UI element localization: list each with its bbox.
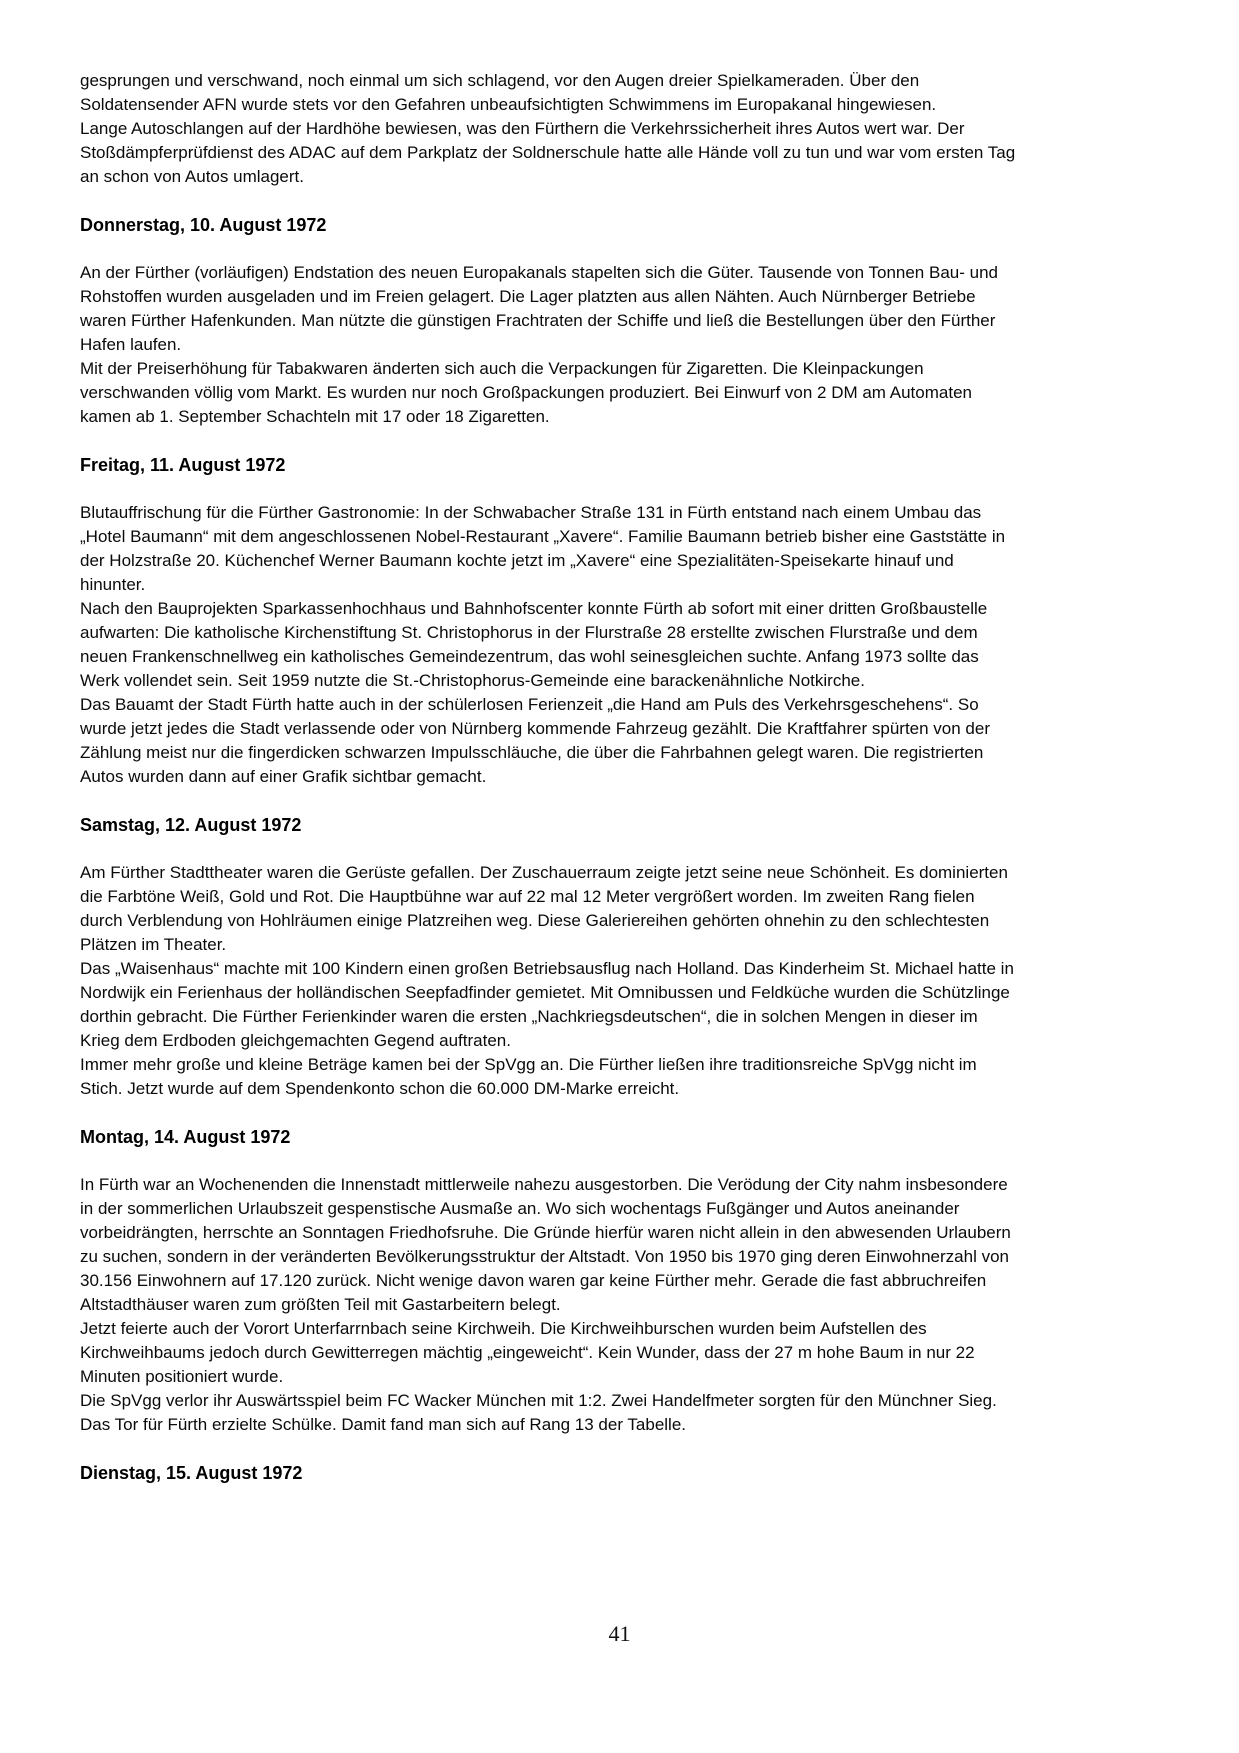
body-paragraph: Lange Autoschlangen auf der Hardhöhe bewiesen, was den Fürthern die Verkehrssicherheit ihres Autos wert war. Der Stoßdämpferprüfdienst des ADAC auf dem Parkplatz der Soldnerschule hatte alle Hände voll zu tun und war vom ersten Tag an schon von Autos umlagert. xyxy=(80,119,1016,186)
page-number: 41 xyxy=(608,1621,631,1646)
day-heading: Donnerstag, 10. August 1972 xyxy=(80,215,327,235)
body-paragraph: Mit der Preiserhöhung für Tabakwaren änderten sich auch die Verpackungen für Zigaretten. Die Kleinpackungen verschwanden völlig vom Markt. Es wurden nur noch Großpackungen produziert. Bei Einwurf von 2 DM am Automaten kamen ab 1. September Schachteln mit 17 oder 18 Zigaretten. xyxy=(80,359,972,426)
day-heading: Montag, 14. August 1972 xyxy=(80,1127,291,1147)
body-paragraph: Immer mehr große und kleine Beträge kamen bei der SpVgg an. Die Fürther ließen ihre traditionsreiche SpVgg nicht im Stich. Jetzt wurde auf dem Spendenkonto schon die 60.000 DM-Marke erreicht. xyxy=(80,1055,977,1098)
body-paragraph: Die SpVgg verlor ihr Auswärtsspiel beim FC Wacker München mit 1:2. Zwei Handelfmeter sorgten für den Münchner Sieg. Das Tor für Fürth erzielte Schülke. Damit fand man sich auf Rang 13 der Tabelle. xyxy=(80,1391,997,1434)
body-paragraph: Das Bauamt der Stadt Fürth hatte auch in der schülerlosen Ferienzeit „die Hand am Puls des Verkehrsgeschehens“. So wurde jetzt jedes die Stadt verlassende oder von Nürnberg kommende Fahrzeug gezählt. Die Kraftfahrer spürten von der Zählung meist nur die fingerdicken schwarzen Impulsschläuche, die über die Fahrbahnen gelegt waren. Die registrierten Autos wurden dann auf einer Grafik sichtbar gemacht. xyxy=(80,695,990,786)
text-column xyxy=(80,69,1020,1509)
body-paragraph: Jetzt feierte auch der Vorort Unterfarrnbach seine Kirchweih. Die Kirchweihburschen wurden beim Aufstellen des Kirchweihbaums jedoch durch Gewitterregen mächtig „eingeweicht“. Kein Wunder, dass der 27 m hohe Baum in nur 22 Minuten positioniert wurde. xyxy=(80,1319,975,1386)
day-heading: Dienstag, 15. August 1972 xyxy=(80,1463,303,1483)
day-heading: Freitag, 11. August 1972 xyxy=(80,455,286,475)
body-paragraph: An der Fürther (vorläufigen) Endstation des neuen Europakanals stapelten sich die Güter. Tausende von Tonnen Bau- und Rohstoffen wurden ausgeladen und im Freien gelagert. Die Lager platzten aus allen Nähten. Auch Nürnberger Betriebe waren Fürther Hafenkunden. Man nützte die günstigen Frachtraten der Schiffe und ließ die Bestellungen über den Fürther Hafen laufen. xyxy=(80,263,998,354)
body-paragraph: Das „Waisenhaus“ machte mit 100 Kindern einen großen Betriebsausflug nach Holland. Das Kinderheim St. Michael hatte in Nordwijk ein Ferienhaus der holländischen Seepfadfinder gemietet. Mit Omnibussen und Feldküche wurden die Schützlinge dorthin gebracht. Die Fürther Ferienkinder waren die ersten „Nachkriegsdeutschen“, die in solchen Mengen in dieser im Krieg dem Erdboden gleichgemachten Gegend auftraten. xyxy=(80,959,1014,1050)
day-section xyxy=(80,453,1020,789)
body-paragraph: Am Fürther Stadttheater waren die Gerüste gefallen. Der Zuschauerraum zeigte jetzt seine neue Schönheit. Es dominierten die Farbtöne Weiß, Gold und Rot. Die Hauptbühne war auf 22 mal 12 Meter vergrößert worden. Im zweiten Rang fielen durch Verblendung von Hohlräumen einige Platzreihen weg. Diese Galeriereihen gehörten ohnehin zu den schlechtesten Plätzen im Theater. xyxy=(80,863,1008,954)
body-paragraph: Nach den Bauprojekten Sparkassenhochhaus und Bahnhofscenter konnte Fürth ab sofort mit einer dritten Großbaustelle aufwarten: Die katholische Kirchenstiftung St. Christophorus in der Flurstraße 28 erstellte zwischen Flurstraße und dem neuen Frankenschnellweg ein katholisches Gemeindezentrum, das wohl seinesgleichen suchte. Anfang 1973 sollte das Werk vollendet sein. Seit 1959 nutzte die St.-Christophorus-Gemeinde eine barackenähnliche Notkirche. xyxy=(80,599,988,690)
day-section xyxy=(80,1125,1020,1437)
body-paragraph: In Fürth war an Wochenenden die Innenstadt mittlerweile nahezu ausgestorben. Die Verödung der City nahm insbesondere in der sommerlichen Urlaubszeit gespenstische Ausmaße an. Wo sich wochentags Fußgänger und Autos aneinander vorbeidrängten, herrschte an Sonntagen Friedhofsruhe. Die Gründe hierfür waren nicht allein in den abwesenden Urlaubern zu suchen, sondern in der veränderten Bevölkerungsstruktur der Altstadt. Von 1950 bis 1970 ging deren Einwohnerzahl von 30.156 Einwohnern auf 17.120 zurück. Nicht wenige davon waren gar keine Fürther mehr. Gerade die fast abbruchreifen Altstadthäuser waren zum größten Teil mit Gastarbeitern belegt. xyxy=(80,1175,1011,1314)
day-section xyxy=(80,213,1020,429)
day-section xyxy=(80,1461,1020,1485)
day-section xyxy=(80,69,1020,189)
day-section xyxy=(80,813,1020,1101)
body-paragraph: Blutauffrischung für die Fürther Gastronomie: In der Schwabacher Straße 131 in Fürth entstand nach einem Umbau das „Hotel Baumann“ mit dem angeschlossenen Nobel-Restaurant „Xavere“. Familie Baumann betrieb bisher eine Gaststätte in der Holzstraße 20. Küchenchef Werner Baumann kochte jetzt im „Xavere“ eine Spezialitäten-Speisekarte hinauf und hinunter. xyxy=(80,503,1006,594)
day-heading: Samstag, 12. August 1972 xyxy=(80,815,302,835)
body-paragraph: gesprungen und verschwand, noch einmal um sich schlagend, vor den Augen dreier Spielkameraden. Über den Soldatensender AFN wurde stets vor den Gefahren unbeaufsichtigten Schwimmens im Europakanal hingewiesen. xyxy=(80,71,937,114)
